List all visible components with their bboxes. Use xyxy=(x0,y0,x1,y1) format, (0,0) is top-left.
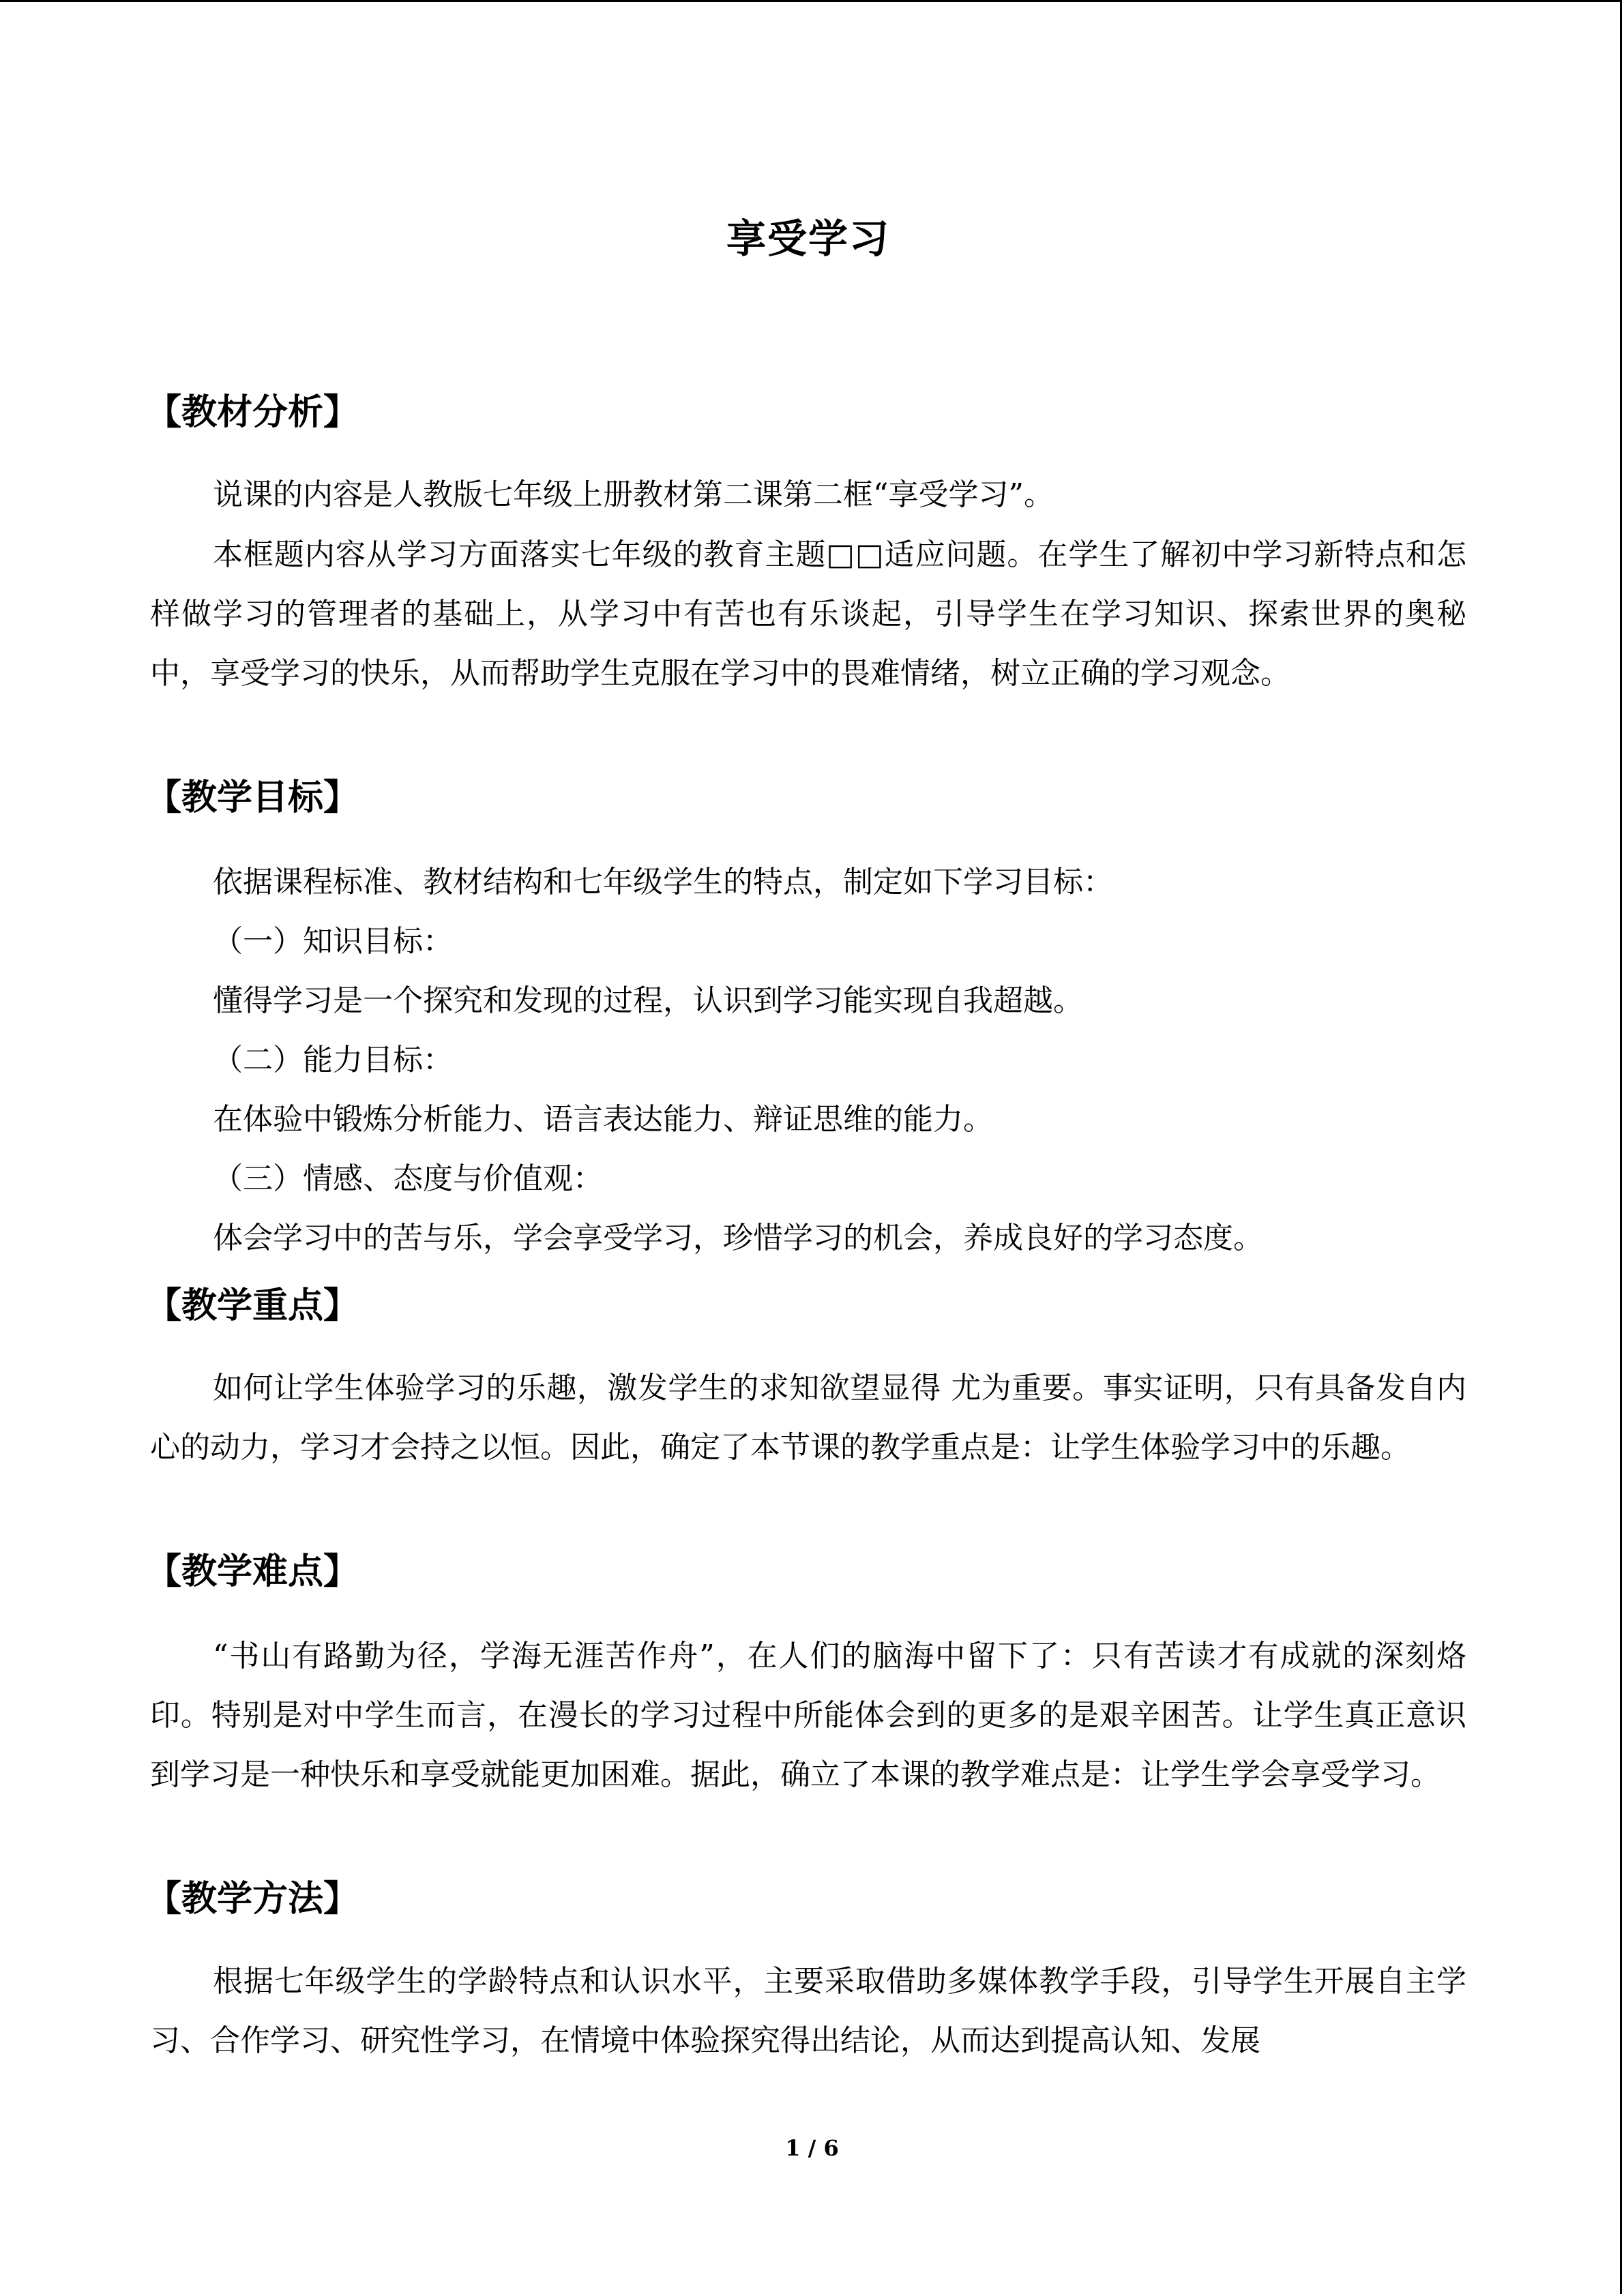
paragraph: 说课的内容是人教版七年级上册教材第二课第二框“享受学习”。 xyxy=(213,477,1054,512)
section-heading-teaching-goals: 【教学目标】 xyxy=(146,777,359,818)
goal-subheading-knowledge: （一）知识目标： xyxy=(213,924,453,959)
paragraph: 本框题内容从学习方面落实七年级的教育主题□□适应问题。在学生了解初中学习新特点和怎样做学习的管理者的基础上，从学习中有苦也有乐谈起，引导学生在学习知识、探索世界的奥秘中，享受学习的快乐，从而帮助学生克服在学习中的畏难情绪，树立正确的学习观念。 xyxy=(150,537,1466,691)
section-heading-methods: 【教学方法】 xyxy=(146,1878,359,1920)
goal-text-ability: 在体验中锻炼分析能力、语言表达能力、辩证思维的能力。 xyxy=(213,1102,993,1137)
section-heading-key-points: 【教学重点】 xyxy=(146,1285,359,1326)
page-number: 1 / 6 xyxy=(785,2135,839,2161)
goal-text-knowledge: 懂得学习是一个探究和发现的过程，认识到学习能实现自我超越。 xyxy=(213,983,1083,1018)
paragraph: “书山有路勤为径，学海无涯苦作舟”，在人们的脑海中留下了：只有苦读才有成就的深刻烙印。特别是对中学生而言，在漫长的学习过程中所能体会到的更多的是艰辛困苦。让学生真正意识到学习是一种快乐和享受就能更加困难。据此，确立了本课的教学难点是：让学生学会享受学习。 xyxy=(150,1639,1466,1792)
paragraph: 根据七年级学生的学龄特点和认识水平，主要采取借助多媒体教学手段，引导学生开展自主学习、合作学习、研究性学习，在情境中体验探究得出结论，从而达到提高认知、发展 xyxy=(150,1964,1466,2058)
section-heading-textbook-analysis: 【教材分析】 xyxy=(146,391,359,433)
goal-subheading-ability: （二）能力目标： xyxy=(213,1043,453,1077)
goal-intro-line: 依据课程标准、教材结构和七年级学生的特点，制定如下学习目标： xyxy=(213,865,1113,899)
paragraph: 如何让学生体验学习的乐趣，激发学生的求知欲望显得 尤为重要。事实证明，只有具备发自内心的动力，学习才会持之以恒。因此，确定了本节课的教学重点是：让学生体验学习中的乐趣。 xyxy=(150,1371,1466,1465)
goal-text-attitude: 体会学习中的苦与乐，学会享受学习，珍惜学习的机会，养成良好的学习态度。 xyxy=(213,1221,1263,1255)
goal-subheading-attitude: （三）情感、态度与价值观： xyxy=(213,1161,603,1196)
section-heading-difficulties: 【教学难点】 xyxy=(146,1551,359,1592)
document-title: 享受学习 xyxy=(726,215,890,262)
